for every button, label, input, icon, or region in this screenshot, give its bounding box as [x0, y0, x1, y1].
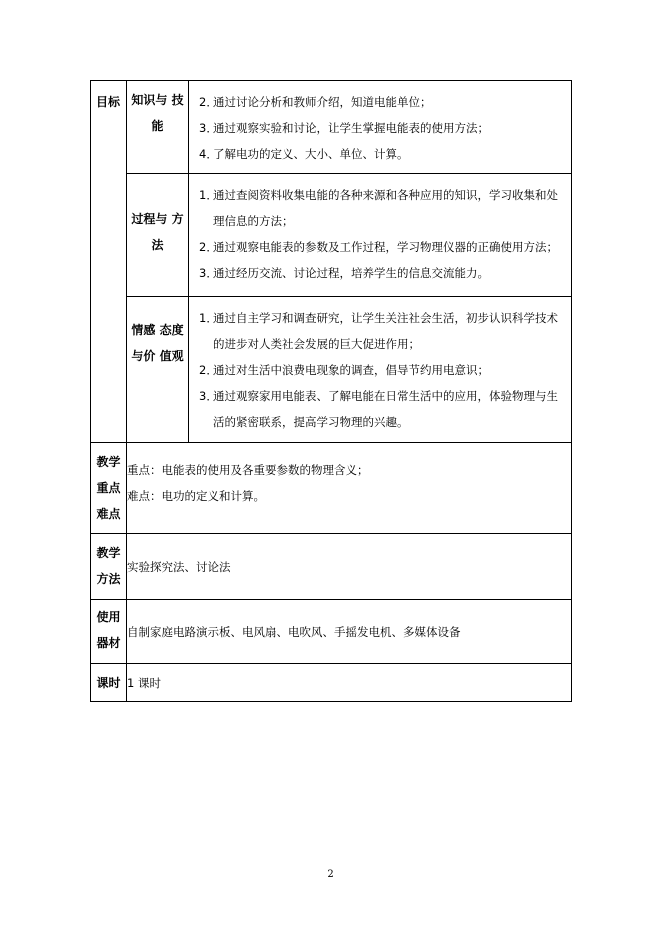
goals-label-cell: [91, 81, 127, 443]
goals-row-knowledge: [91, 81, 572, 174]
section-content-process: [189, 174, 572, 297]
equipment-label: 使用 器材: [91, 600, 127, 664]
section-title-process: 过程与 方法: [127, 174, 189, 297]
page-number: 2: [327, 869, 334, 880]
equipment-content: 自制家庭电路演示板、电风扇、电吹风、手摇发电机、多媒体设备: [127, 600, 572, 664]
list-item: 3． 通过经历交流、讨论过程，培养学生的信息交流能力。: [199, 266, 489, 280]
hours-label: 课时: [91, 664, 127, 702]
hours-row: [91, 664, 572, 702]
hours-content: 1 课时: [127, 664, 572, 702]
list-item: 1． 通过查阅资料收集电能的各种来源和各种应用的知识，学习收集和处理信息的方法；: [199, 188, 558, 228]
section-content-knowledge: [189, 81, 572, 174]
goals-row-process: [91, 174, 572, 297]
methods-row: [91, 534, 572, 600]
list-item: 1． 通过自主学习和调查研究，让学生关注社会生活，初步认识科学技术的进步对人类社会发展的巨大促进作用；: [199, 311, 558, 351]
key-points-content: [127, 443, 572, 534]
lesson-plan-table: [90, 80, 572, 702]
section-content-attitude: [189, 297, 572, 443]
difficult-point-line: 难点：电功的定义和计算。: [127, 489, 265, 503]
section-title-attitude: 情感 态度 与价 值观: [127, 297, 189, 443]
key-points-row: [91, 443, 572, 534]
list-item: 3． 通过观察实验和讨论，让学生掌握电能表的使用方法；: [199, 121, 489, 135]
key-points-label: 教学 重点 难点: [91, 443, 127, 534]
list-item: 3． 通过观察家用电能表、了解电能在日常生活中的应用，体验物理与生活的紧密联系，提高学习物理的兴趣。: [199, 389, 558, 429]
methods-label: 教学 方法: [91, 534, 127, 600]
list-item: 2． 通过对生活中浪费电现象的调查，倡导节约用电意识；: [199, 363, 489, 377]
section-title-knowledge: 知识与 技能: [127, 81, 189, 174]
methods-content: 实验探究法、讨论法: [127, 534, 572, 600]
list-item: 2． 通过观察电能表的参数及工作过程，学习物理仪器的正确使用方法；: [199, 240, 558, 254]
goals-row-attitude: [91, 297, 572, 443]
equipment-row: [91, 600, 572, 664]
list-item: 4． 了解电功的定义、大小、单位、计算。: [199, 147, 409, 161]
list-item: 2． 通过讨论分析和教师介绍，知道电能单位；: [199, 95, 432, 109]
goals-label: 目标: [96, 95, 121, 109]
key-point-line: 重点：电能表的使用及各重要参数的物理含义；: [127, 463, 369, 477]
